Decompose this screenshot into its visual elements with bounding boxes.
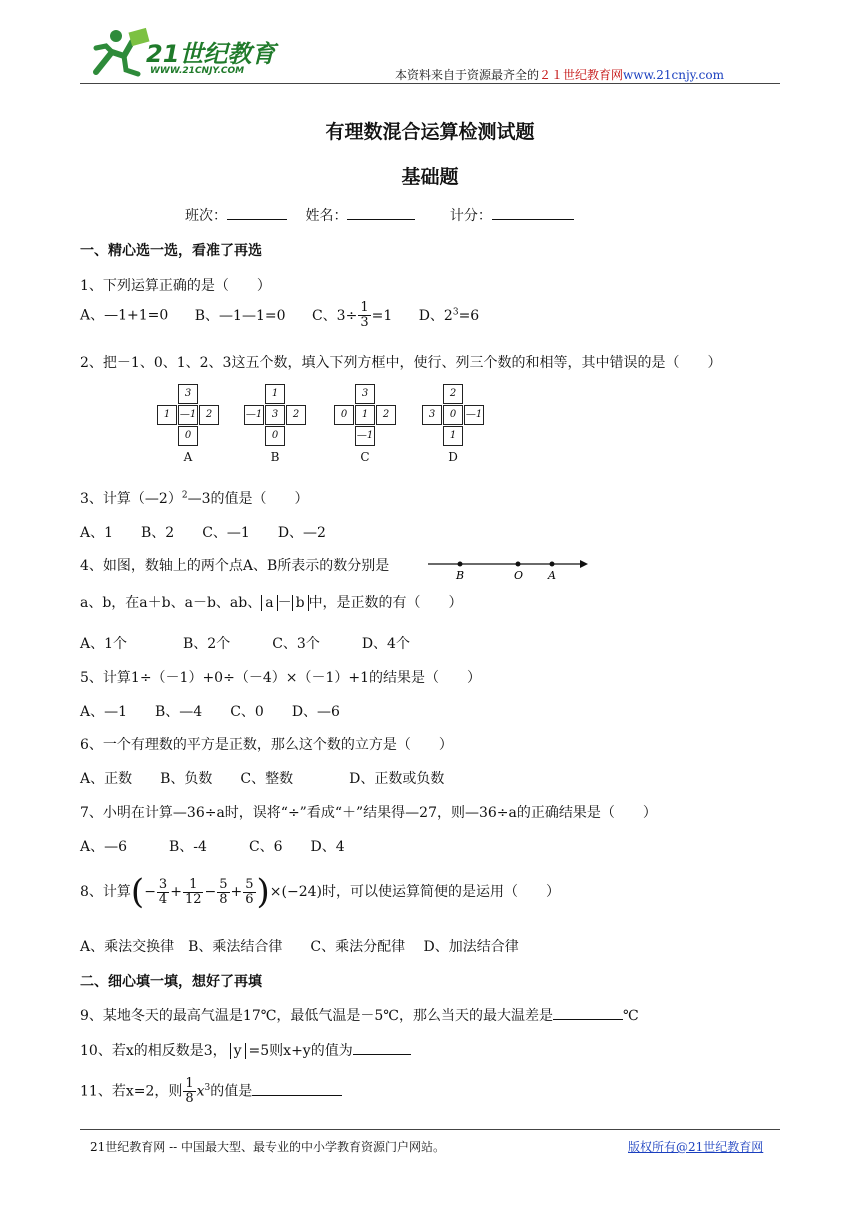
q1-c1: C、3÷ [311,307,358,324]
grid-cell: —1 [464,405,484,425]
q8-pre: 8、计算 [80,884,131,900]
q1-d2: =6 [458,307,480,324]
grid-label: C [360,450,370,464]
q11-fn: 1 [185,1076,194,1092]
q3-stem2: —3的值是（ ） [187,491,309,507]
q4-minus: － [277,595,292,611]
q8-f4n: 5 [245,876,254,892]
grid-label: B [270,450,280,464]
q8-f4d: 6 [245,891,254,907]
grid-cell: —1 [178,405,198,425]
point-a-label: A [548,569,556,579]
q8-f3n: 5 [219,876,228,892]
grid-cell: 0 [178,426,198,446]
q1-fn: 1 [360,300,369,315]
class-blank[interactable] [227,219,287,220]
q10-pre: 10、若x的相反数是3， [80,1043,227,1059]
point-b-label: B [456,569,465,579]
grid-cell: 2 [376,405,396,425]
q1-fd: 3 [360,315,369,330]
q4-options: A、1个 B、2个 C、3个 D、4个 [80,636,410,652]
q11-x: x [196,1083,205,1100]
grid-cell: 1 [265,384,285,404]
footer-rule [80,1129,780,1130]
q8-m1: − [144,884,156,900]
q10-post: =5则x+y的值为 [248,1043,353,1059]
footer-left: 21世纪教育网 -- 中国最大型、最专业的中小学教育资源门户网站。 [90,1140,446,1154]
arrow-icon [580,560,588,568]
header-rule [80,83,780,84]
grid-cell: 3 [265,405,285,425]
class-label: 班次： [185,208,227,224]
q4-abs_b: b [292,595,309,611]
q8-p2: + [230,884,243,900]
q1-option-b: B、—1—1=0 [194,307,286,324]
q8-f2n: 1 [183,878,204,893]
grid-label: D [448,450,458,464]
score-blank[interactable] [492,219,574,220]
q8-tail: 时，可以使运算简便的是运用（ ） [321,884,560,900]
q4-abs_a: a [261,595,277,611]
q4-line2a: a、b，在a＋b、a－b、ab、 [80,595,262,611]
header-note-red: ２１世纪教育网 [539,68,624,82]
score-label: 计分： [449,208,492,224]
logo-text: 21世纪教育 [146,40,276,68]
q3-stem [80,488,308,508]
grid-cell: 0 [443,405,463,425]
page-title: 有理数混合运算检测试题 [325,121,535,143]
q10-abs: y [230,1043,246,1059]
grid-cell: 0 [265,426,285,446]
q6-options: A、正数 B、负数 C、整数 D、正数或负数 [80,771,445,787]
q8-f1n: 3 [158,876,168,892]
q8-f3d: 8 [219,891,228,907]
q7-options: A、—6 B、-4 C、6 D、4 [80,839,345,855]
q8-stem: 8、计算(− $\frac{3}{4}$ + $\frac{1}{12}$ − $\frac{5}{8}$ + $\frac{5}{6}$ )×(−24)时，可以使运算简便的是运用（ ） [80,872,560,912]
q2-stem: 2、把－1、0、1、2、3这五个数，填入下列方框中，使行、列三个数的和相等，其中错误的是（ ） [80,355,722,371]
q10-blank[interactable] [353,1054,411,1055]
q4-stem: 4、如图，数轴上的两个点A、B所表示的数分别是 [80,558,390,574]
q10-stem [80,1040,411,1060]
q8-f1d: 4 [158,891,168,907]
section-2-heading: 二、细心填一填，想好了再填 [80,974,262,990]
q3-stem1: 3、计算（—2） [80,491,182,507]
q9-stem [80,1005,639,1025]
q11-pre: 11、若x=2，则 [80,1083,183,1100]
q1-option-a: A、—1+1=0 [80,307,169,324]
grid-cell: 1 [443,426,463,446]
grid-cell: —1 [244,405,264,425]
q1-option-c [311,300,393,330]
grid-cell: 0 [334,405,354,425]
q4-line2 [80,592,463,612]
q9-unit: ℃ [622,1008,639,1024]
grid-cell: 2 [443,384,463,404]
header-note-site[interactable]: www.21cnjy.com [623,68,724,82]
footer-copyright-link[interactable]: 版权所有@21世纪教育网 [628,1140,764,1154]
q1-options [80,301,479,330]
grid-cell: 2 [199,405,219,425]
q11-fd: 8 [185,1091,194,1107]
q3-options: A、1 B、2 C、—1 D、—2 [80,525,326,541]
logo [86,22,286,84]
logo-url: WWW.21CNJY.COM [150,66,245,76]
student-info [185,205,574,225]
page-subtitle: 基础题 [401,166,459,188]
q8-m2: − [204,884,217,900]
grid-label: A [183,450,193,464]
q5-stem: 5、计算1÷（－1）+0÷（－4）×（－1）+1的结果是（ ） [80,670,482,686]
section-1-heading: 一、精心选一选，看准了再选 [80,243,262,259]
q5-options: A、—1 B、—4 C、0 D、—6 [80,704,340,720]
q11-stem [80,1068,342,1108]
header-note [395,66,724,83]
name-blank[interactable] [347,219,415,220]
q1-dsup: 3 [452,306,459,317]
grid-cell: 1 [157,405,177,425]
q8-options: A、乘法交换律 B、乘法结合律 C、乘法分配律 D、加法结合律 [80,939,519,955]
q4-line2b: 中，是正数的有（ ） [308,595,463,611]
q11-post: 的值是 [210,1083,253,1100]
grid-cell: —1 [355,426,375,446]
q8-f2d: 12 [184,891,202,907]
q6-stem: 6、一个有理数的平方是正数，那么这个数的立方是（ ） [80,737,453,753]
q9-stem: 9、某地冬天的最高气温是17℃，最低气温是－5℃，那么当天的最大温差是 [80,1008,553,1024]
q11-blank[interactable] [252,1095,342,1096]
header-note-prefix: 本资料来自于资源最齐全的 [395,68,540,82]
q3-sup: 2 [181,490,188,501]
origin-label: O [514,569,524,579]
q1-option-d [419,308,480,324]
name-label: 姓名： [305,208,348,224]
q1-c2: =1 [371,307,393,324]
grid-cell: 3 [178,384,198,404]
q11-sup: 3 [204,1083,211,1093]
grid-cell: 2 [286,405,306,425]
grid-cell: 3 [355,384,375,404]
q9-blank[interactable] [553,1019,623,1020]
q8-post: ×(−24) [269,884,322,900]
q1-d1: D、2 [418,307,453,324]
q1-stem: 1、下列运算正确的是（ ） [80,278,271,294]
number-line [428,553,592,579]
grid-cell: 3 [422,405,442,425]
q8-p1: + [170,884,182,900]
q7-stem: 7、小明在计算—36÷a时，误将“÷”看成“＋”结果得—27，则—36÷a的正确结果是（ ） [80,805,657,821]
grid-cell: 1 [355,405,375,425]
